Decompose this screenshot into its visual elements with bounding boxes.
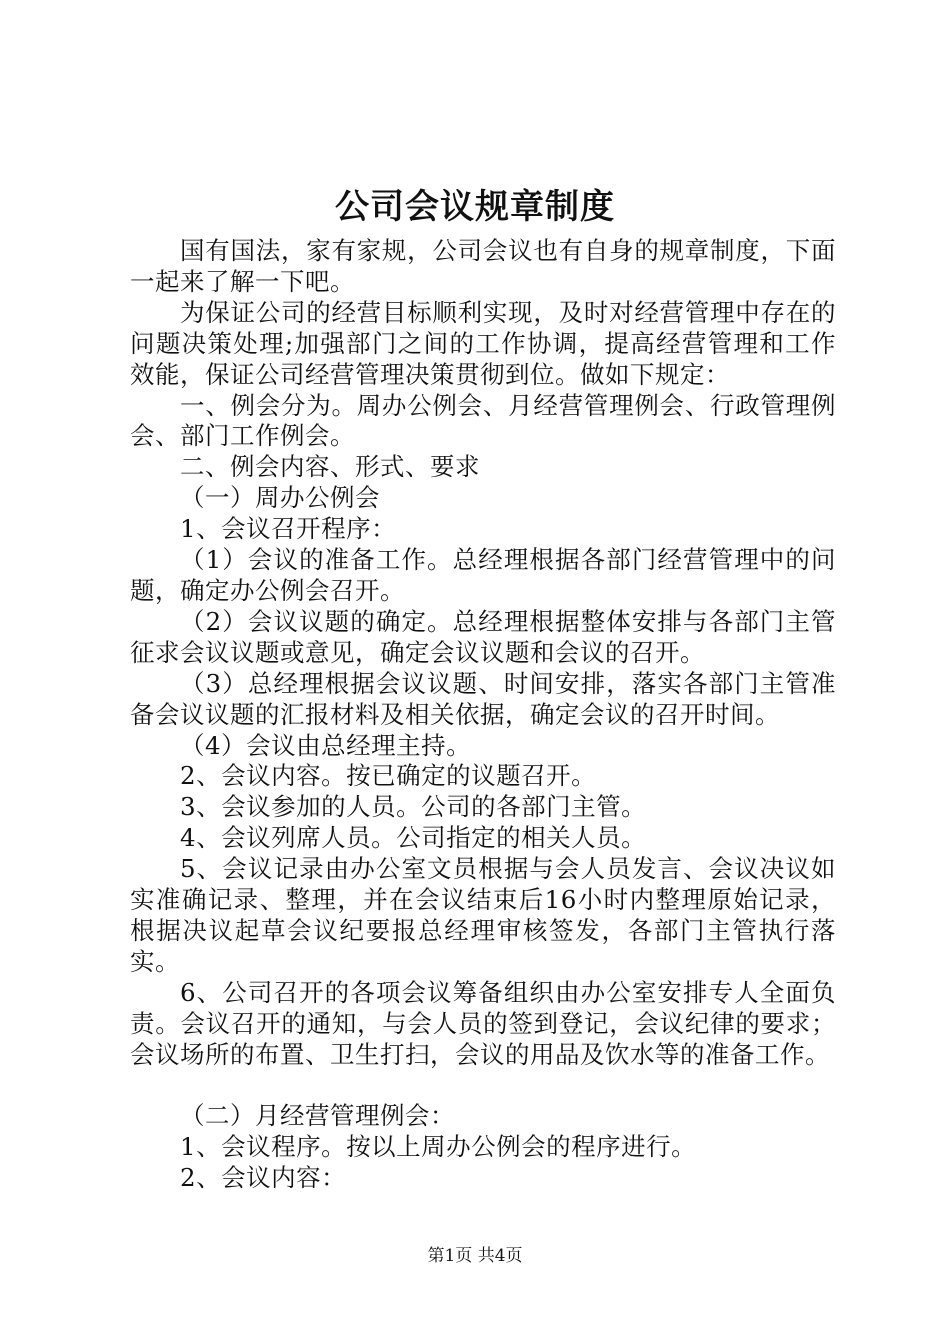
document-body (130, 236, 836, 1194)
paragraph-section-2: 二、例会内容、形式、要求 (180, 452, 480, 482)
paragraph-item-1: 1、会议召开程序： (180, 514, 397, 544)
paragraph-monthly-item-2: 2、会议内容： (180, 1163, 347, 1193)
paragraph-monthly-item-1: 1、会议程序。按以上周办公例会的程序进行。 (180, 1132, 697, 1162)
paragraph-item-5: 5、会议记录由办公室文员根据与会人员发言、会议决议如实准确记录、整理，并在会议结束后16小时内整理原始记录，根据决议起草会议纪要报总经理审核签发，各部门主管执行落实。 (130, 854, 836, 976)
page-number-footer: 第1页 共4页 (427, 1246, 523, 1266)
paragraph-intro: 国有国法，家有家规，公司会议也有自身的规章制度，下面一起来了解一下吧。 (130, 236, 836, 296)
paragraph-item-4: 4、会议列席人员。公司指定的相关人员。 (180, 823, 647, 853)
paragraph-subsection-2: （二）月经营管理例会： (180, 1101, 455, 1131)
paragraph-subsection-1: （一）周办公例会 (180, 483, 380, 513)
paragraph-purpose: 为保证公司的经营目标顺利实现，及时对经营管理中存在的问题决策处理;加强部门之间的工作协调，提高经营管理和工作效能，保证公司经营管理决策贯彻到位。做如下规定： (130, 297, 836, 389)
paragraph-item-1-2: （2）会议议题的确定。总经理根据整体安排与各部门主管征求会议议题或意见，确定会议议题和会议的召开。 (130, 606, 836, 667)
paragraph-item-6: 6、公司召开的各项会议筹备组织由办公室安排专人全面负责。会议召开的通知，与会人员的签到登记，会议纪律的要求；会议场所的布置、卫生打扫，会议的用品及饮水等的准备工作。 (130, 977, 836, 1069)
blank-line (130, 1070, 836, 1101)
paragraph-item-2: 2、会议内容。按已确定的议题召开。 (180, 761, 597, 791)
paragraph-item-1-1: （1）会议的准备工作。总经理根据各部门经营管理中的问题，确定办公例会召开。 (130, 545, 836, 605)
document-title: 公司会议规章制度 (335, 187, 615, 227)
paragraph-item-1-4: （4）会议由总经理主持。 (180, 730, 472, 760)
paragraph-item-3: 3、会议参加的人员。公司的各部门主管。 (180, 792, 647, 822)
paragraph-section-1: 一、例会分为。周办公例会、月经营管理例会、行政管理例会、部门工作例会。 (130, 390, 836, 451)
paragraph-item-1-3: （3）总经理根据会议议题、时间安排，落实各部门主管准备会议议题的汇报材料及相关依据，确定会议的召开时间。 (130, 668, 836, 729)
